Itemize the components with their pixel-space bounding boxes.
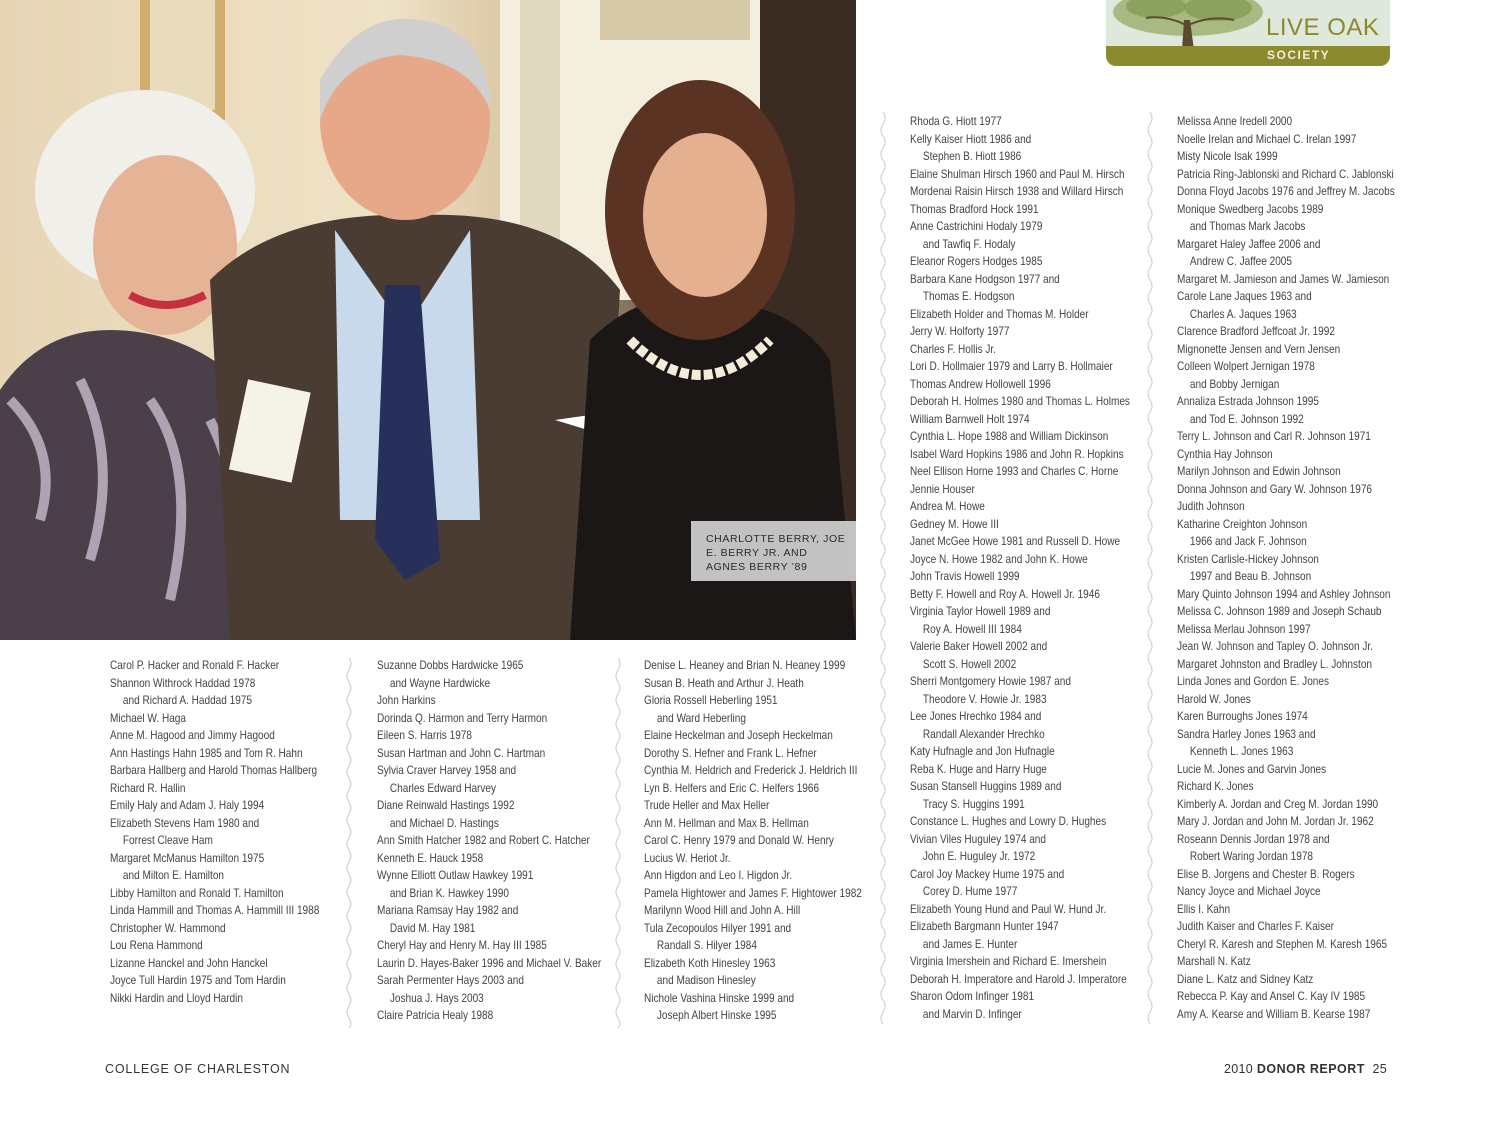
donor-name: Tula Zecopoulos Hilyer 1991 and: [644, 921, 792, 935]
donor-name: Scott S. Howell 2002: [922, 657, 1017, 671]
donor-column-3: [644, 657, 862, 1025]
donor-name: Linda Hammill and Thomas A. Hammill III 1988: [110, 904, 320, 917]
donor-name: Richard R. Hallin: [110, 781, 186, 795]
donor-name: Vivian Viles Huguley 1974 and: [910, 832, 1046, 846]
donor-name: and Madison Hinesley: [656, 974, 756, 987]
donor-name: Marshall N. Katz: [1177, 955, 1251, 968]
donor-name: Betty F. Howell and Roy A. Howell Jr. 1946: [910, 587, 1100, 601]
donor-name: William Barnwell Holt 1974: [910, 412, 1030, 426]
donor-name: Nancy Joyce and Michael Joyce: [1177, 885, 1321, 898]
donor-name: Diane L. Katz and Sidney Katz: [1177, 972, 1314, 986]
footer-report: [1224, 1062, 1387, 1076]
donor-name: Jerry W. Holforty 1977: [910, 325, 1010, 338]
donor-name: Joyce Tull Hardin 1975 and Tom Hardin: [110, 974, 286, 987]
donor-name: John E. Huguley Jr. 1972: [922, 850, 1036, 863]
donor-name: Stephen B. Hiott 1986: [922, 150, 1022, 163]
donor-name: Pamela Hightower and James F. Hightower 1982: [644, 886, 862, 900]
donor-name: Kelly Kaiser Hiott 1986 and: [910, 132, 1032, 146]
donor-name: Kenneth L. Jones 1963: [1189, 745, 1294, 758]
donor-name: Charles F. Hollis Jr.: [910, 342, 997, 356]
donor-name: Cynthia M. Heldrich and Frederick J. Heldrich III: [644, 764, 858, 777]
donor-name: and Marvin D. Infinger: [922, 1007, 1022, 1021]
donor-name: and Bobby Jernigan: [1189, 377, 1280, 391]
donor-name: Kimberly A. Jordan and Creg M. Jordan 1990: [1177, 797, 1379, 811]
donor-name: Christopher W. Hammond: [110, 921, 226, 935]
donor-name: Ann Smith Hatcher 1982 and Robert C. Hatcher: [377, 834, 590, 847]
donor-name: Carol Joy Mackey Hume 1975 and: [910, 867, 1065, 881]
donor-name: Melissa C. Johnson 1989 and Joseph Schaub: [1177, 605, 1382, 618]
donor-name: Mariana Ramsay Hay 1982 and: [377, 904, 519, 917]
donor-name: Elise B. Jorgens and Chester B. Rogers: [1177, 867, 1355, 881]
donor-column-5: [1177, 113, 1395, 1023]
donor-name: Lee Jones Hrechko 1984 and: [910, 710, 1042, 723]
donor-name: Karen Burroughs Jones 1974: [1177, 710, 1308, 723]
donor-name: Corey D. Hume 1977: [922, 885, 1018, 898]
donor-name: Judith Johnson: [1177, 500, 1245, 513]
donor-name: and Michael D. Hastings: [389, 816, 499, 830]
donor-name: and Brian K. Hawkey 1990: [389, 886, 509, 900]
donor-name: Anne M. Hagood and Jimmy Hagood: [110, 729, 275, 742]
donor-name: Margaret Haley Jaffee 2006 and: [1177, 237, 1321, 251]
donor-name: Joyce N. Howe 1982 and John K. Howe: [910, 552, 1088, 566]
donor-name: David M. Hay 1981: [389, 921, 476, 935]
donor-name: Tracy S. Huggins 1991: [922, 797, 1025, 811]
logo-band: [1106, 46, 1390, 66]
donor-name: Carol P. Hacker and Ronald F. Hacker: [110, 659, 280, 672]
donor-name: Gedney M. Howe III: [910, 517, 999, 531]
donor-name: Deborah H. Imperatore and Harold J. Imperatore: [910, 972, 1127, 986]
donor-name: Constance L. Hughes and Lowry D. Hughes: [910, 815, 1107, 828]
donor-name: Carole Lane Jaques 1963 and: [1177, 290, 1312, 303]
donor-name: Harold W. Jones: [1177, 692, 1251, 706]
donor-name: Thomas Andrew Hollowell 1996: [910, 377, 1051, 391]
donor-name: Sandra Harley Jones 1963 and: [1177, 727, 1316, 741]
donor-name: Lou Rena Hammond: [110, 939, 203, 952]
donor-name: Anne Castrichini Hodaly 1979: [910, 220, 1043, 233]
donor-name: Joshua J. Hays 2003: [389, 991, 484, 1005]
donor-name: Andrew C. Jaffee 2005: [1189, 255, 1292, 268]
donor-name: Richard K. Jones: [1177, 780, 1254, 793]
donor-name: Thomas Bradford Hock 1991: [910, 202, 1039, 216]
donor-name: Janet McGee Howe 1981 and Russell D. Howe: [910, 535, 1121, 548]
donor-name: Elizabeth Young Hund and Paul W. Hund Jr.: [910, 902, 1107, 916]
logo-title: LIVE OAK: [1266, 14, 1380, 41]
footer-year: 2010: [1224, 1062, 1254, 1076]
donor-name: Lizanne Hanckel and John Hanckel: [110, 956, 268, 970]
donor-name: Eileen S. Harris 1978: [377, 729, 472, 742]
donor-name: Amy A. Kearse and William B. Kearse 1987: [1177, 1007, 1371, 1021]
donor-name: Diane Reinwald Hastings 1992: [377, 799, 515, 812]
donor-name: Nikki Hardin and Lloyd Hardin: [110, 991, 243, 1005]
donor-column-1: [110, 657, 319, 1007]
donor-name: Carol C. Henry 1979 and Donald W. Henry: [644, 834, 834, 847]
donor-name: Kristen Carlisle-Hickey Johnson: [1177, 552, 1319, 566]
donor-name: Libby Hamilton and Ronald T. Hamilton: [110, 886, 284, 900]
donor-name: Cynthia Hay Johnson: [1177, 447, 1273, 461]
donor-name: Michael W. Haga: [110, 711, 186, 725]
footer-report-title: DONOR REPORT: [1256, 1062, 1365, 1076]
donor-name: Elizabeth Bargmann Hunter 1947: [910, 920, 1059, 933]
donor-name: Mignonette Jensen and Vern Jensen: [1177, 342, 1341, 356]
donor-name: Charles Edward Harvey: [389, 781, 497, 795]
donor-name: Isabel Ward Hopkins 1986 and John R. Hopkins: [910, 447, 1124, 461]
live-oak-society-logo: [1106, 0, 1390, 66]
footer-college-name: COLLEGE OF CHARLESTON: [105, 1062, 291, 1076]
donor-name: John Harkins: [377, 694, 436, 707]
column-divider: [878, 112, 888, 1028]
donor-name: Denise L. Heaney and Brian N. Heaney 1999: [644, 659, 846, 672]
donor-name: Robert Waring Jordan 1978: [1189, 850, 1314, 863]
donor-name: Donna Floyd Jacobs 1976 and Jeffrey M. Jacobs: [1177, 185, 1395, 198]
donor-name: Donna Johnson and Gary W. Johnson 1976: [1177, 482, 1373, 496]
donor-name: Katy Hufnagle and Jon Hufnagle: [910, 745, 1055, 758]
donor-name: Sherri Montgomery Howie 1987 and: [910, 675, 1071, 688]
donor-name: Lori D. Hollmaier 1979 and Larry B. Hollmaier: [910, 360, 1113, 373]
donor-name: Mordenai Raisin Hirsch 1938 and Willard Hirsch: [910, 185, 1124, 198]
donor-name: Dorothy S. Hefner and Frank L. Hefner: [644, 746, 817, 760]
donor-name: and Ward Heberling: [656, 711, 746, 725]
donor-name: Barbara Hallberg and Harold Thomas Hallberg: [110, 764, 318, 777]
donor-name: Forrest Cleave Ham: [122, 834, 213, 847]
donor-name: Deborah H. Holmes 1980 and Thomas L. Holmes: [910, 395, 1130, 408]
donor-name: Clarence Bradford Jeffcoat Jr. 1992: [1177, 325, 1335, 338]
donor-name: John Travis Howell 1999: [910, 570, 1020, 583]
donor-name: Susan Stansell Huggins 1989 and: [910, 780, 1062, 793]
donor-name: Roy A. Howell III 1984: [922, 622, 1022, 636]
donor-name: Noelle Irelan and Michael C. Irelan 1997: [1177, 132, 1357, 146]
donor-name: and Richard A. Haddad 1975: [122, 694, 252, 707]
donor-name: Kenneth E. Hauck 1958: [377, 851, 484, 865]
donor-name: Virginia Taylor Howell 1989 and: [910, 605, 1051, 618]
donor-name: Melissa Merlau Johnson 1997: [1177, 622, 1311, 636]
donor-name: Rhoda G. Hiott 1977: [910, 115, 1002, 128]
donor-name: Ann Hastings Hahn 1985 and Tom R. Hahn: [110, 746, 303, 760]
column-divider: [613, 658, 623, 1028]
donor-name: Melissa Anne Iredell 2000: [1177, 115, 1293, 128]
donor-name: Randall Alexander Hrechko: [922, 727, 1045, 741]
donor-name: Eleanor Rogers Hodges 1985: [910, 255, 1043, 268]
donor-name: Andrea M. Howe: [910, 500, 985, 513]
donor-name: Charles A. Jaques 1963: [1189, 307, 1297, 321]
donor-name: Margaret McManus Hamilton 1975: [110, 851, 265, 865]
donor-name: Elaine Heckelman and Joseph Heckelman: [644, 729, 833, 742]
donor-name: Neel Ellison Horne 1993 and Charles C. Horne: [910, 465, 1119, 478]
donor-name: Ann Higdon and Leo I. Higdon Jr.: [644, 869, 793, 882]
donor-name: Patricia Ring-Jablonski and Richard C. Jablonski: [1177, 167, 1394, 181]
donor-name: Sarah Permenter Hays 2003 and: [377, 974, 524, 987]
donor-name: Randall S. Hilyer 1984: [656, 939, 757, 952]
column-divider: [344, 658, 354, 1028]
donor-name: Joseph Albert Hinske 1995: [656, 1009, 777, 1022]
donor-name: Rebecca P. Kay and Ansel C. Kay IV 1985: [1177, 990, 1366, 1003]
donor-name: Theodore V. Howie Jr. 1983: [922, 692, 1047, 706]
donor-name: Margaret Johnston and Bradley L. Johnston: [1177, 657, 1373, 671]
donor-name: Virginia Imershein and Richard E. Imershein: [910, 955, 1107, 968]
donor-name: and Tod E. Johnson 1992: [1189, 412, 1304, 426]
donor-name: Claire Patricia Healy 1988: [377, 1009, 494, 1022]
donor-name: Susan Hartman and John C. Hartman: [377, 746, 546, 760]
donor-name: Elaine Shulman Hirsch 1960 and Paul M. Hirsch: [910, 167, 1125, 181]
donor-name: Monique Swedberg Jacobs 1989: [1177, 202, 1324, 216]
donor-name: 1997 and Beau B. Johnson: [1189, 570, 1312, 583]
donor-column-4: [910, 113, 1130, 1023]
donor-name: Annaliza Estrada Johnson 1995: [1177, 395, 1319, 408]
donor-name: and Wayne Hardwicke: [389, 676, 491, 690]
donor-name: Susan B. Heath and Arthur J. Heath: [644, 676, 804, 690]
donor-name: Misty Nicole Isak 1999: [1177, 150, 1278, 163]
donor-name: Marilyn Johnson and Edwin Johnson: [1177, 465, 1341, 478]
donor-name: Terry L. Johnson and Carl R. Johnson 1971: [1177, 430, 1371, 443]
caption-text: CHARLOTTE BERRY, JOE E. BERRY JR. AND AGNES BERRY ’89: [706, 533, 846, 573]
donor-name: Elizabeth Koth Hinesley 1963: [644, 956, 776, 970]
donor-name: Elizabeth Holder and Thomas M. Holder: [910, 307, 1089, 321]
donor-name: Cheryl Hay and Henry M. Hay III 1985: [377, 939, 547, 952]
donor-name: 1966 and Jack F. Johnson: [1189, 535, 1307, 548]
donor-name: Margaret M. Jamieson and James W. Jamieson: [1177, 272, 1390, 286]
donor-name: Ann M. Hellman and Max B. Hellman: [644, 816, 809, 830]
donor-name: Valerie Baker Howell 2002 and: [910, 640, 1048, 653]
donor-name: Ellis I. Kahn: [1177, 902, 1231, 916]
donor-name: Sharon Odom Infinger 1981: [910, 990, 1035, 1003]
logo-subtitle: SOCIETY: [1267, 48, 1331, 62]
donor-name: Elizabeth Stevens Ham 1980 and: [110, 816, 260, 830]
donor-name: Nichole Vashina Hinske 1999 and: [644, 991, 795, 1005]
donor-name: Marilynn Wood Hill and John A. Hill: [644, 904, 801, 917]
donor-name: Reba K. Huge and Harry Huge: [910, 762, 1047, 776]
donor-name: Wynne Elliott Outlaw Hawkey 1991: [377, 869, 534, 882]
donor-name: Colleen Wolpert Jernigan 1978: [1177, 360, 1315, 373]
donor-name: Emily Haly and Adam J. Haly 1994: [110, 799, 265, 812]
donor-name: Shannon Withrock Haddad 1978: [110, 676, 256, 690]
donor-name: Gloria Rossell Heberling 1951: [644, 694, 778, 707]
donor-name: Cynthia L. Hope 1988 and William Dickinson: [910, 430, 1109, 443]
donor-name: and Milton E. Hamilton: [122, 869, 225, 882]
column-divider: [1145, 112, 1155, 1028]
donor-name: and Tawfiq F. Hodaly: [922, 237, 1016, 251]
donor-name: Barbara Kane Hodgson 1977 and: [910, 272, 1060, 286]
donor-name: Laurin D. Hayes-Baker 1996 and Michael V. Baker: [377, 956, 602, 970]
photo-caption: [691, 521, 856, 581]
donor-column-2: [377, 657, 601, 1025]
donor-name: Suzanne Dobbs Hardwicke 1965: [377, 659, 524, 672]
donor-name: Jennie Houser: [910, 482, 975, 496]
donor-name: Linda Jones and Gordon E. Jones: [1177, 675, 1329, 688]
donor-name: Thomas E. Hodgson: [922, 290, 1015, 303]
donor-name: Jean W. Johnson and Tapley O. Johnson Jr.: [1177, 640, 1373, 653]
event-photo: [0, 0, 856, 640]
donor-name: Trude Heller and Max Heller: [644, 799, 770, 812]
donor-name: Katharine Creighton Johnson: [1177, 517, 1308, 531]
donor-name: Roseann Dennis Jordan 1978 and: [1177, 832, 1330, 846]
donor-name: Lyn B. Helfers and Eric C. Helfers 1966: [644, 781, 820, 795]
donor-name: Mary Quinto Johnson 1994 and Ashley Johnson: [1177, 587, 1391, 601]
donor-name: Judith Kaiser and Charles F. Kaiser: [1177, 920, 1334, 933]
donor-name: Dorinda Q. Harmon and Terry Harmon: [377, 711, 548, 725]
donor-name: and James E. Hunter: [922, 937, 1018, 951]
donor-name: Mary J. Jordan and John M. Jordan Jr. 1962: [1177, 815, 1374, 828]
footer-page-number: 25: [1372, 1062, 1387, 1076]
donor-name: and Thomas Mark Jacobs: [1189, 220, 1306, 233]
donor-name: Lucie M. Jones and Garvin Jones: [1177, 762, 1327, 776]
donor-name: Cheryl R. Karesh and Stephen M. Karesh 1965: [1177, 937, 1388, 951]
donor-name: Lucius W. Heriot Jr.: [644, 851, 731, 865]
donor-name: Sylvia Craver Harvey 1958 and: [377, 764, 517, 777]
